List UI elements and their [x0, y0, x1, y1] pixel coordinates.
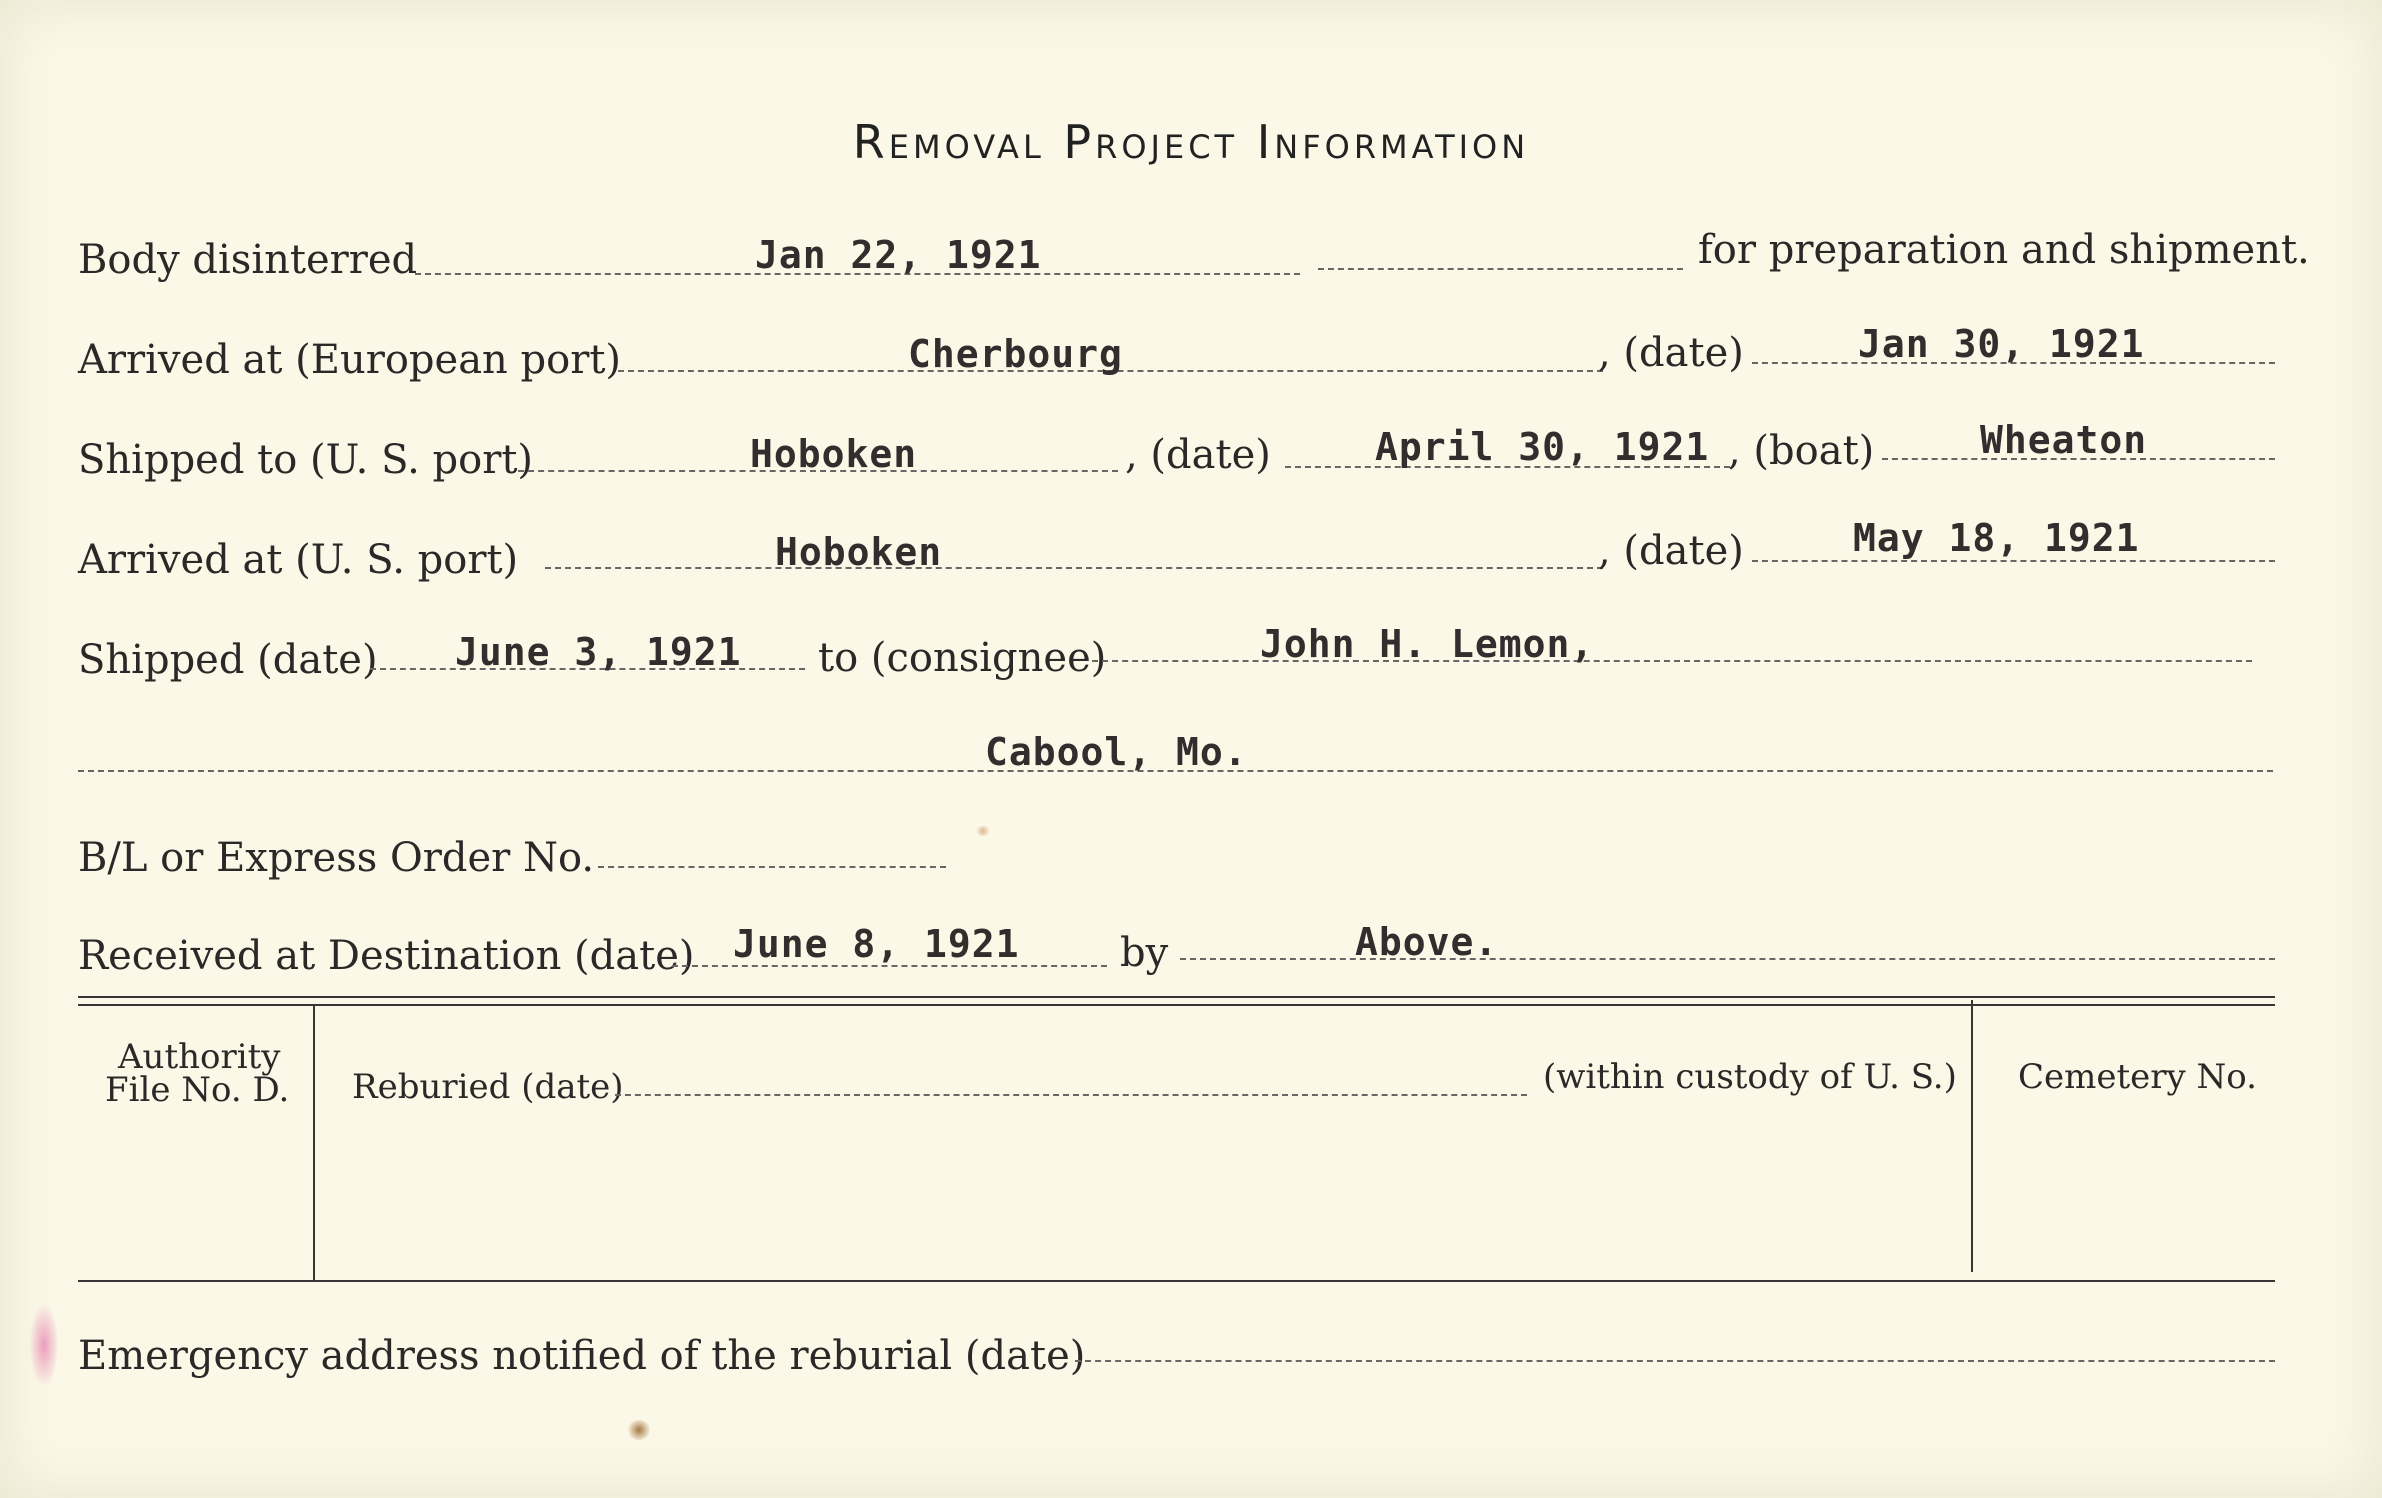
- body-disinterred-label: Body disinterred: [78, 237, 418, 283]
- bl-order-line: [598, 866, 946, 868]
- brown-stain-mark: [628, 1420, 650, 1440]
- arrived-european-label: Arrived at (European port): [78, 337, 622, 383]
- arrived-us-date-value: May 18, 1921: [1853, 516, 2140, 560]
- card-title: Removal Project Information: [852, 115, 1530, 169]
- emergency-label: Emergency address notified of the reburial (date): [78, 1333, 1086, 1379]
- arrived-us-date-label: , (date): [1598, 528, 1744, 574]
- address-value: Cabool, Mo.: [985, 730, 1248, 774]
- shipped-date-value: June 3, 1921: [455, 630, 742, 674]
- arrived-us-value: Hoboken: [775, 530, 943, 574]
- shipped-consignee-value: John H. Lemon,: [1260, 622, 1595, 666]
- table-divider-right: [1971, 1000, 1973, 1272]
- shipped-to-us-value: Hoboken: [750, 432, 918, 476]
- arrived-european-date-label: , (date): [1598, 330, 1744, 376]
- arrived-european-date-value: Jan 30, 1921: [1858, 322, 2145, 366]
- table-divider-left: [313, 1006, 315, 1281]
- shipped-to-us-label: Shipped to (U. S. port): [78, 437, 533, 483]
- body-disinterred-line-2: [1318, 268, 1683, 270]
- reburied-label: Reburied (date): [352, 1067, 624, 1107]
- emergency-line: [1075, 1360, 2275, 1362]
- shipped-date-label: Shipped (date): [78, 637, 378, 683]
- body-disinterred-value: Jan 22, 1921: [755, 233, 1042, 277]
- small-stain-mark: [975, 826, 991, 836]
- arrived-european-value: Cherbourg: [908, 332, 1123, 376]
- table-bottom-rule: [78, 1280, 2275, 1282]
- shipped-to-us-boat-label: , (boat): [1728, 428, 1875, 474]
- received-destination-label: Received at Destination (date): [78, 933, 695, 979]
- custody-label: (within custody of U. S.): [1543, 1057, 1957, 1097]
- shipped-to-us-boat-value: Wheaton: [1980, 418, 2148, 462]
- arrived-us-date-line: [1752, 560, 2275, 562]
- reburied-line: [615, 1094, 1527, 1096]
- authority-label-line2: File No. D.: [105, 1070, 290, 1110]
- body-disinterred-suffix: for preparation and shipment.: [1698, 227, 2310, 273]
- bl-order-label: B/L or Express Order No.: [78, 835, 595, 881]
- arrived-us-line: [545, 567, 1603, 569]
- received-by-line: [1180, 958, 2275, 960]
- table-top-rule-1: [78, 996, 2275, 998]
- table-top-rule-2: [78, 1004, 2275, 1006]
- cemetery-label: Cemetery No.: [2018, 1057, 2257, 1097]
- shipped-to-us-date-value: April 30, 1921: [1375, 425, 1710, 469]
- received-by-label: by: [1120, 930, 1169, 976]
- pink-ink-mark: [30, 1305, 58, 1385]
- shipped-consignee-label: to (consignee): [818, 635, 1107, 681]
- received-by-value: Above.: [1355, 920, 1499, 964]
- shipped-to-us-date-label: , (date): [1125, 432, 1271, 478]
- received-destination-value: June 8, 1921: [733, 922, 1020, 966]
- arrived-us-label: Arrived at (U. S. port): [78, 537, 519, 583]
- authority-label-line1: Authority: [118, 1037, 281, 1077]
